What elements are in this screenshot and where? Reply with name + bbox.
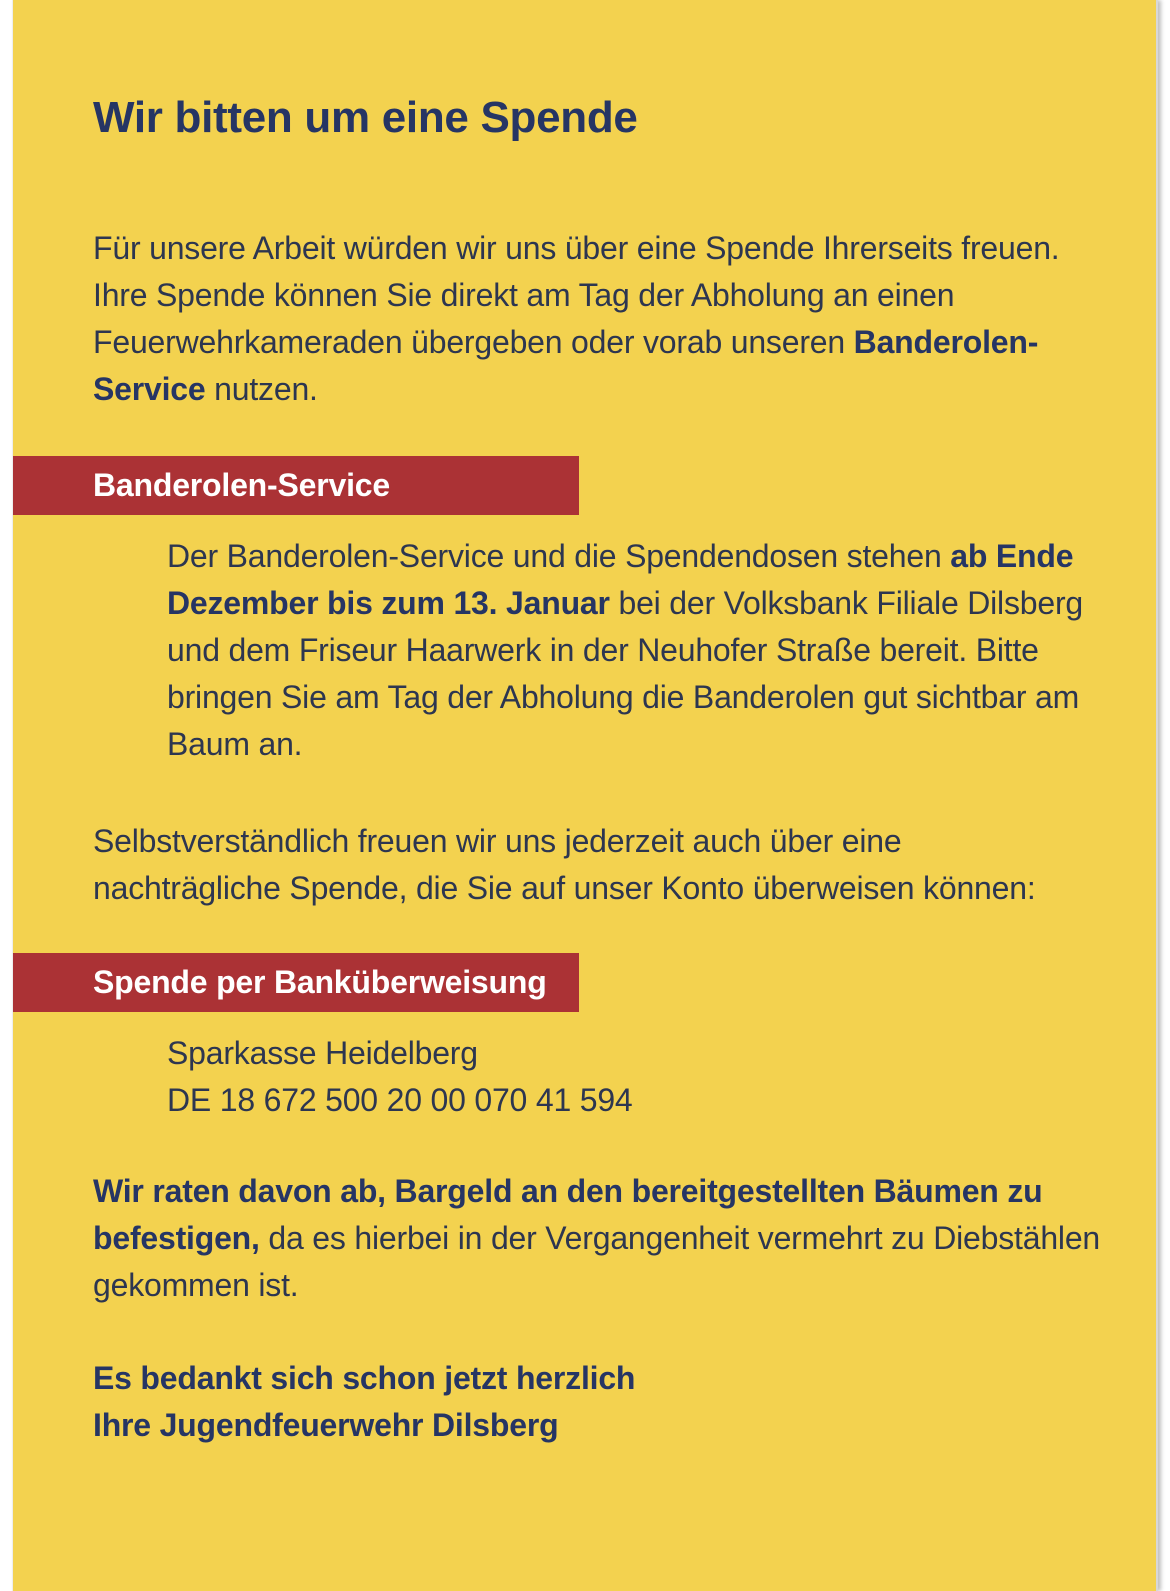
intro-text-end: nutzen. [205, 371, 318, 407]
closing-signature: Ihre Jugendfeuerwehr Dilsberg [93, 1407, 559, 1443]
banderolen-paragraph [167, 533, 1097, 768]
section-heading-banderolen: Banderolen-Service [13, 456, 579, 515]
bank-iban: DE 18 672 500 20 00 070 41 594 [167, 1082, 633, 1118]
warning-text: da es hierbei in der Vergangenheit vermehrt zu Diebstählen gekommen ist. [93, 1220, 1101, 1303]
bank-details [167, 1030, 1067, 1124]
warning-paragraph [93, 1168, 1103, 1309]
banderolen-text-end: bei der Volksbank Filiale Dilsberg und dem Friseur Haarwerk in der Neuhofer Straße bereit. Bitte bringen Sie am Tag der Abholung die Banderolen gut sichtbar am Baum an. [167, 585, 1084, 762]
intro-text: Für unsere Arbeit würden wir uns über eine Spende Ihrerseits freuen. Ihre Spende können Sie direkt am Tag der Abholung an einen Feuerwehrkameraden übergeben oder vorab unseren [93, 230, 1060, 360]
after-paragraph: Selbstverständlich freuen wir uns jederzeit auch über eine nachträgliche Spende, die Sie auf unser Konto überweisen können: [93, 823, 1036, 906]
warning-bold: Wir raten davon ab, Bargeld an den bereitgestellten Bäumen zu befestigen, [93, 1173, 1043, 1256]
banderolen-text: Der Banderolen-Service und die Spendendosen stehen [167, 538, 951, 574]
intro-paragraph [93, 225, 1083, 413]
closing-thanks: Es bedankt sich schon jetzt herzlich [93, 1360, 636, 1396]
bank-name: Sparkasse Heidelberg [167, 1035, 478, 1071]
page-title: Wir bitten um eine Spende [93, 93, 638, 142]
intro-bold-service: Banderolen-Service [93, 324, 1039, 407]
banderolen-date-range: ab Ende Dezember bis zum 13. Januar [167, 538, 1074, 621]
section-heading-bank: Spende per Banküberweisung [13, 953, 579, 1012]
flyer-page [12, 0, 1158, 1591]
closing [93, 1355, 993, 1449]
